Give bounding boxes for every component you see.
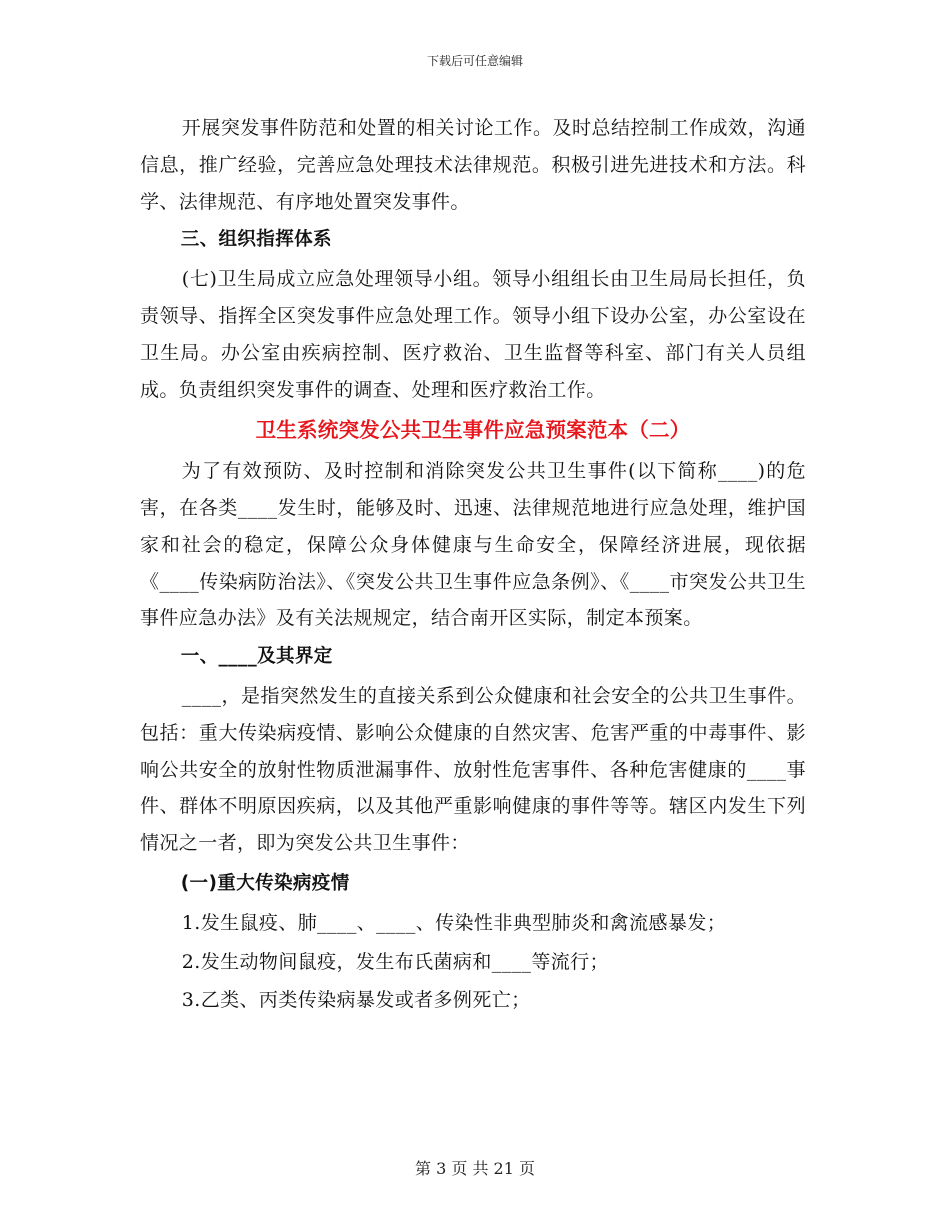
paragraph: 开展突发事件防范和处置的相关讨论工作。及时总结控制工作成效，沟通信息，推广经验，完善应急处理技术法律规范。积极引进先进技术和方法。科学、法律规范、有序地处置突发事件。 <box>140 117 806 213</box>
page-header: 下载后可任意编辑 <box>426 54 523 68</box>
paragraph: ____，是指突然发生的直接关系到公众健康和社会安全的公共卫生事件。包括：重大传染病疫情、影响公众健康的自然灾害、危害严重的中毒事件、影响公共安全的放射性物质泄漏事件、放射性危害事件、各种危害健康的____事件、群体不明原因疾病，以及其他严重影响健康的事件等等。辖区内发生下列情况之一者，即为突发公共卫生事件： <box>140 684 806 855</box>
paragraph: 为了有效预防、及时控制和消除突发公共卫生事件(以下简称____)的危害，在各类____发生时，能够及时、迅速、法律规范地进行应急处理，维护国家和社会的稳定，保障公众身体健康与生命安全，保障经济进展，现依据《____传染病防治法》、《突发公共卫生事件应急条例》、《____市突发公共卫生事件应急办法》及有关法规规定，结合南开区实际，制定本预案。 <box>140 460 806 630</box>
document-title: 卫生系统突发公共卫生事件应急预案范本（二） <box>255 418 691 443</box>
section-heading: 一、____及其界定 <box>180 646 333 668</box>
list-item: 1.发生鼠疫、肺____、____、传染性非典型肺炎和禽流感暴发； <box>181 911 727 934</box>
document-body <box>140 110 806 1019</box>
list-item: 2.发生动物间鼠疫，发生布氏菌病和____等流行； <box>181 950 609 973</box>
subsection-heading: (一)重大传染病疫情 <box>180 872 350 894</box>
paragraph: (七)卫生局成立应急处理领导小组。领导小组组长由卫生局局长担任，负责领导、指挥全区突发事件应急处理工作。领导小组下设办公室，办公室设在卫生局。办公室由疾病控制、医疗救治、卫生监督等科室、部门有关人员组成。负责组织突发事件的调查、处理和医疗救治工作。 <box>140 268 806 401</box>
list-item: 3.乙类、丙类传染病暴发或者多例死亡； <box>181 989 531 1012</box>
page-footer: 第 3 页 共 21 页 <box>415 1159 535 1178</box>
section-heading: 三、组织指挥体系 <box>180 229 332 251</box>
